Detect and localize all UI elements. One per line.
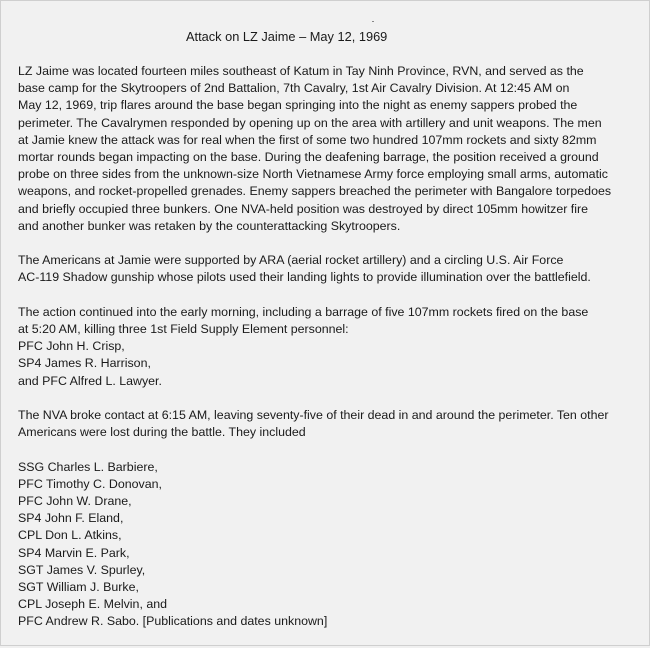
casualty-name: CPL Don L. Atkins, — [18, 528, 122, 543]
casualty-name: SP4 John F. Eland, — [18, 511, 124, 526]
casualty-name: SSG Charles L. Barbiere, — [18, 459, 158, 474]
text-line: and another bunker was retaken by the counterattacking Skytroopers. — [18, 218, 401, 233]
text-line: mortar rounds began impacting on the base. During the deafening barrage, the position received a ground — [18, 150, 599, 165]
text-line: The NVA broke contact at 6:15 AM, leaving seventy-five of their dead in and around the perimeter. Ten other — [18, 408, 609, 423]
text-line: LZ Jaime was located fourteen miles southeast of Katum in Tay Ninh Province, RVN, and served as the — [18, 64, 584, 78]
paragraph-background — [18, 63, 643, 235]
text-line: AC-119 Shadow gunship whose pilots used their landing lights to provide illumination over the battlefield. — [18, 270, 591, 285]
casualty-name: SGT William J. Burke, — [18, 580, 139, 595]
text-line: weapons, and rocket-propelled grenades. Enemy sappers breached the perimeter with Bangalore torpedoes — [18, 184, 612, 199]
text-line: May 12, 1969, trip flares around the base began springing into the night as enemy sappers probed the — [18, 98, 578, 113]
document-body — [18, 63, 643, 648]
text-line: at 5:20 AM, killing three 1st Field Supply Element personnel: — [18, 322, 349, 337]
document-title: Attack on LZ Jaime – May 12, 1969 — [186, 29, 388, 44]
text-line: The Americans at Jamie were supported by ARA (aerial rocket artillery) and a circling U.S. Air Force — [18, 253, 564, 268]
paragraph-broke-contact — [18, 407, 643, 441]
casualty-name: PFC John W. Drane, — [18, 494, 132, 509]
casualty-name: PFC Andrew R. Sabo. [Publications and dates unknown] — [18, 614, 328, 629]
text-line: perimeter. The Cavalrymen responded by opening up on the area with artillery and unit weapons. The men — [18, 115, 602, 130]
casualty-list — [18, 459, 643, 631]
text-line: base camp for the Skytroopers of 2nd Battalion, 7th Cavalry, 1st Air Cavalry Division. At 12:45 AM on — [18, 81, 570, 96]
text-line: probe on three sides from the unknown-size North Vietnamese Army force employing small arms, automatic — [18, 167, 608, 182]
text-line: and PFC Alfred L. Lawyer. — [18, 373, 162, 388]
text-line: at Jamie knew the attack was for real when the first of some two hundred 107mm rockets and sixty 82mm — [18, 132, 597, 147]
text-line: The action continued into the early morning, including a barrage of five 107mm rockets fired on the base — [18, 304, 589, 319]
text-line: SP4 James R. Harrison, — [18, 356, 151, 371]
text-line: Americans were lost during the battle. They included — [18, 425, 306, 440]
casualty-name: CPL Joseph E. Melvin, and — [18, 597, 167, 612]
text-line: PFC John H. Crisp, — [18, 339, 125, 354]
casualty-name: SGT James V. Spurley, — [18, 562, 146, 577]
text-line: and briefly occupied three bunkers. One NVA-held position was destroyed by direct 105mm howitzer fire — [18, 201, 589, 216]
casualty-name: PFC Timothy C. Donovan, — [18, 476, 162, 491]
casualty-name: SP4 Marvin E. Park, — [18, 545, 130, 560]
scan-speck — [372, 21, 374, 22]
paragraph-early-morning — [18, 304, 643, 390]
paragraph-air-support — [18, 252, 643, 286]
